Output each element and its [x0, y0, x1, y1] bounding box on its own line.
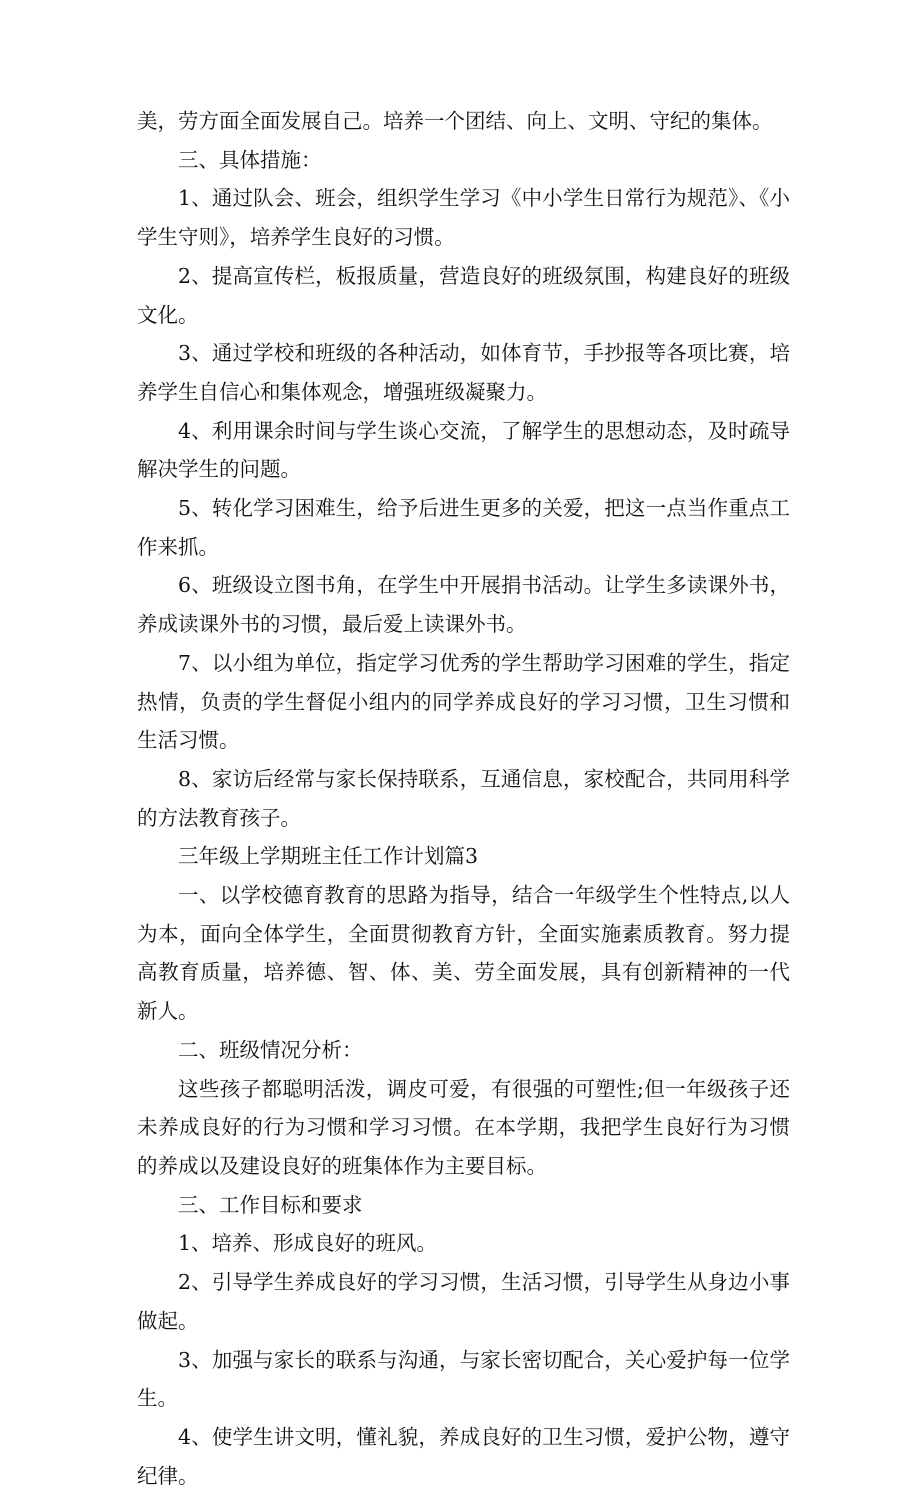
paragraph-class-analysis: 这些孩子都聪明活泼，调皮可爱，有很强的可塑性;但一年级孩子还未养成良好的行为习惯和学习习惯。在本学期，我把学生良好行为习惯的养成以及建设良好的班集体作为主要目标。: [137, 1076, 790, 1178]
list-item: 6、班级设立图书角，在学生中开展捐书活动。让学生多读课外书，养成读课外书的习惯，最后爱上读课外书。: [137, 573, 790, 637]
list-item: 3、通过学校和班级的各种活动，如体育节，手抄报等各项比赛，培养学生自信心和集体观念，增强班级凝聚力。: [137, 341, 790, 404]
section-title-plan-3: 三年级上学期班主任工作计划篇3: [178, 844, 479, 869]
paragraph-continuation: 美，劳方面全面发展自己。培养一个团结、向上、文明、守纪的集体。: [137, 109, 773, 133]
paragraph-guiding-principle: 一、以学校德育教育的思路为指导，结合一年级学生个性特点,以人为本，面向全体学生，全面贯彻教育方针，全面实施素质教育。努力提高教育质量，培养德、智、体、美、劳全面发展，具有创新精神的一代新人。: [137, 883, 790, 1024]
list-item: 3、加强与家长的联系与沟通，与家长密切配合，关心爱护每一位学生。: [137, 1347, 790, 1411]
list-item: 2、引导学生养成良好的学习习惯，生活习惯，引导学生从身边小事做起。: [137, 1270, 790, 1333]
section-heading-goals: 三、工作目标和要求: [178, 1192, 363, 1217]
list-item: 4、利用课余时间与学生谈心交流，了解学生的思想动态，及时疏导解决学生的问题。: [137, 418, 790, 482]
document-body: [137, 102, 790, 1495]
list-item: 2、提高宣传栏，板报质量，营造良好的班级氛围，构建良好的班级文化。: [137, 263, 790, 327]
list-item: 4、使学生讲文明，懂礼貌，养成良好的卫生习惯，爱护公物，遵守纪律。: [137, 1424, 790, 1488]
list-item: 1、通过队会、班会，组织学生学习《中小学生日常行为规范》、《小学生守则》，培养学生良好的习惯。: [137, 186, 790, 250]
section-heading-class-analysis: 二、班级情况分析：: [178, 1037, 363, 1062]
list-item: 7、以小组为单位，指定学习优秀的学生帮助学习困难的学生，指定热情，负责的学生督促小组内的同学养成良好的学习习惯，卫生习惯和生活习惯。: [137, 650, 790, 753]
list-item: 5、转化学习困难生，给予后进生更多的关爱，把这一点当作重点工作来抓。: [137, 496, 790, 559]
list-item: 1、培养、形成良好的班风。: [178, 1231, 438, 1256]
section-heading-measures: 三、具体措施：: [178, 147, 322, 172]
list-item: 8、家访后经常与家长保持联系，互通信息，家校配合，共同用科学的方法教育孩子。: [137, 766, 790, 830]
